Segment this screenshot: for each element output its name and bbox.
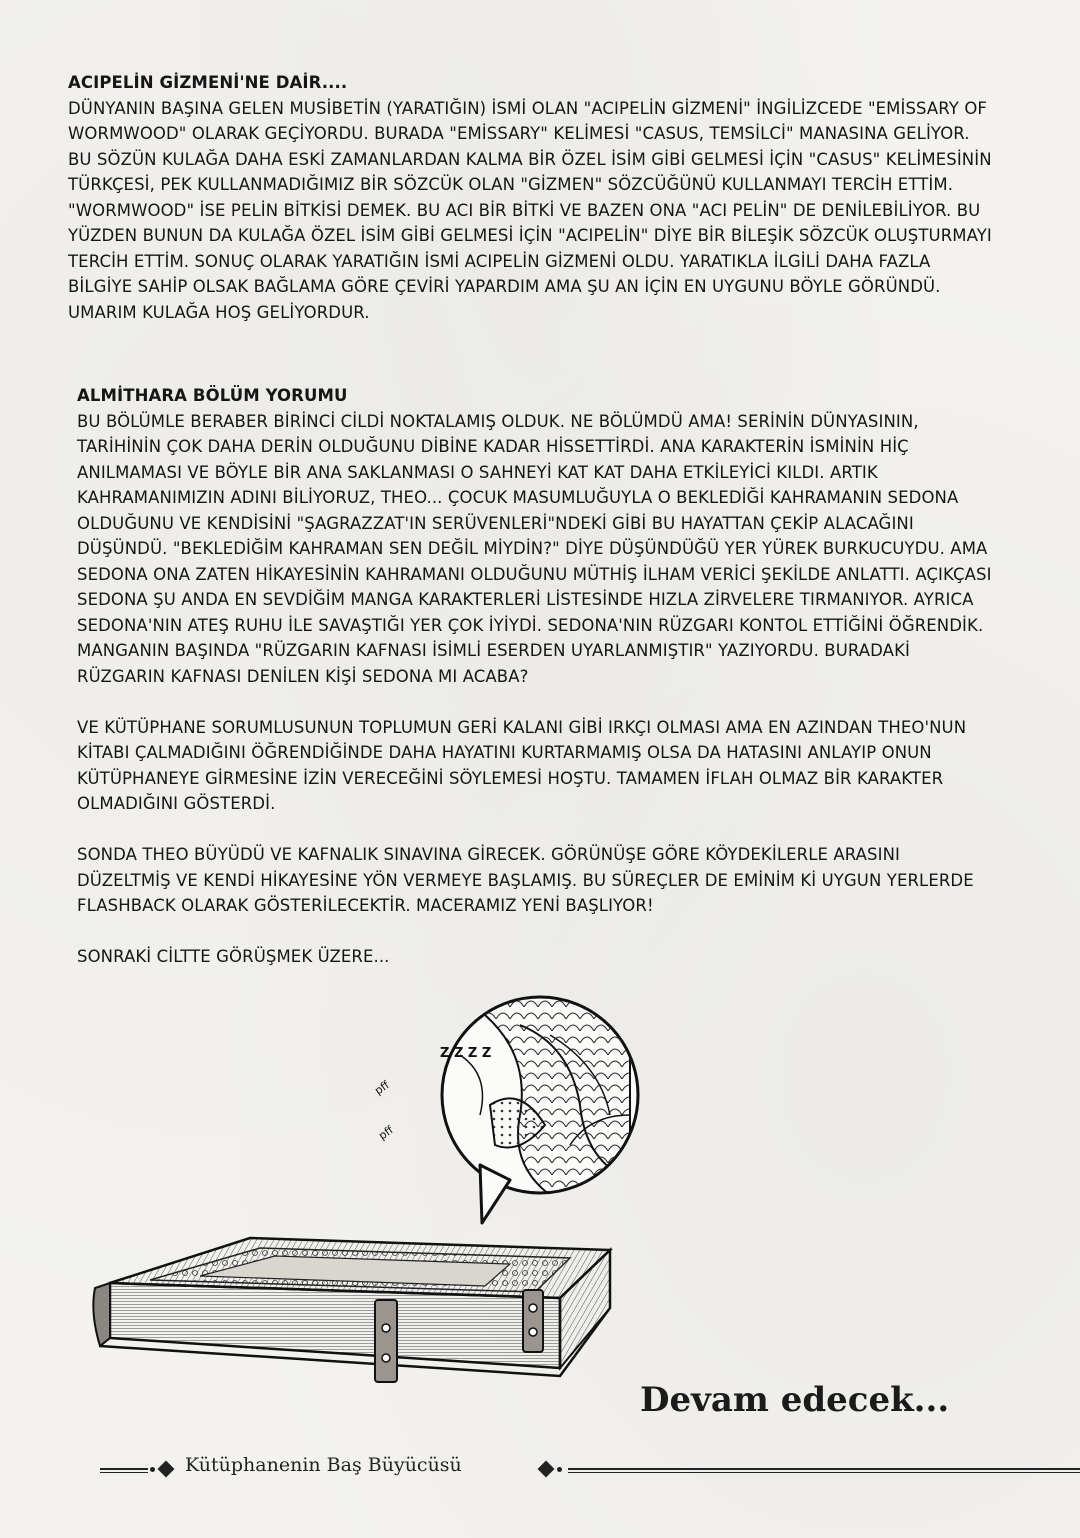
- note-paragraph: DÜNYANIN BAŞINA GELEN MUSİBETİN (YARATIĞIN) İSMİ OLAN "ACIPELİN GİZMENİ" İNGİLİZCEDE "EMİSSARY OF WORMWOOD" OLARAK GEÇİYORDU. BURADA "EMİSSARY" KELİMESİ "CASUS, TEMSİLCİ" MANASINA GELİYOR. BU SÖZÜN KULAĞA DAHA ESKİ ZAMANLARDAN KALMA BİR ÖZEL İSİM GİBİ GELMESİ İÇİN "CASUS" KELİMESİNİN TÜRKÇESİ, PEK KULLANMADIĞIMIZ BİR SÖZCÜK OLAN "GİZMEN" SÖZCÜĞÜNÜ KULLANMAYI TERCİH ETTİM. "WORMWOOD" İSE PELİN BİTKİSİ DEMEK. BU ACI BİR BİTKİ VE BAZEN ONA "ACI PELİN" DE DENİLEBİLİYOR. BU YÜZDEN BUNUN DA KULAĞA ÖZEL İSİM GİBİ GELMESİ İÇİN "ACIPELİN" DİYE BİR BİLEŞİK SÖZCÜK OLUŞTURMAYI TERCİH ETTİM. SONUÇ OLARAK YARATIĞIN İSMİ ACIPELİN GİZMENİ OLDU. YARATIKLA İLGİLİ DAHA FAZLA BİLGİYE SAHİP OLSAK BAĞLAMA GÖRE ÇEVİRİ YAPARDIM AMA ŞU AN İÇİN EN UYGUNU BÖYLE GÖRÜNDÜ. UMARIM KULAĞA HOŞ GELİYORDUR.: [68, 98, 992, 322]
- footer-rule-right-thin: [568, 1472, 1080, 1473]
- commentary-paragraph: VE KÜTÜPHANE SORUMLUSUNUN TOPLUMUN GERİ KALANI GİBİ IRKÇI OLMASI AMA EN AZINDAN THEO'NUN KİTABI ÇALMADIĞINI ÖĞRENDİĞİNDE DAHA HAYATINI KURTARMAMIŞ OLSA DA HATASINI ANLAYIP ONUN KÜTÜPHANEYE GİRMESİNE İZİN VERECEĞİNİ SÖYLEMESİ HOŞTU. TAMAMEN İFLAH OLMAZ BİR KARAKTER OLMADIĞINI GÖSTERDİ.: [77, 717, 967, 813]
- commentary-paragraph: BU BÖLÜMLE BERABER BİRİNCİ CİLDİ NOKTALAMIŞ OLDUK. NE BÖLÜMDÜ AMA! SERİNİN DÜNYASININ, TARİHİNİN ÇOK DAHA DERİN OLDUĞUNU DİBİNE KADAR HİSSETTİRDİ. ANA KARAKTERİN İSMİNİN HİÇ ANILMAMASI VE BÖYLE BİR ANA SAKLANMASI O SAHNEYİ KAT KAT DAHA ETKİLEYİCİ KILDI. ARTIK KAHRAMANIMIZIN ADINI BİLİYORUZ, THEO... ÇOCUK MASUMLUĞUYLA O BEKLEDİĞİ KAHRAMANIN SEDONA OLDUĞUNU VE KENDİSİNİ "ŞAGRAZZAT'IN SERÜVENLERİ"NDEKİ GİBİ BU HAYATTAN ÇEKİP ALACAĞINI DÜŞÜNDÜ. "BEKLEDİĞİM KAHRAMAN SEN DEĞİL MİYDİN?" DİYE DÜŞÜNDÜĞÜ YER YÜREK BURKUCUYDU. AMA SEDONA ONA ZATEN HİKAYESİNİN KAHRAMANI OLDUĞUNU MÜTHİŞ İLHAM VERİCİ ŞEKİLDE ANLATTI. AÇIKÇASI SEDONA ŞU ANDA EN SEVDİĞİM MANGA KARAKTERLERİ LİSTESİNDE HIZLA ZİRVELERE TIRMANIYOR. AYRICA SEDONA'NIN ATEŞ RUHU İLE SAVAŞTIĞI YER ÇOK İYİYDİ. SEDONA'NIN RÜZGARI KONTOL ETTİĞİNİ ÖĞRENDİK. MANGANIN BAŞINDA "RÜZGARIN KAFNASI İSİMLİ ESERDEN UYARLANMIŞTIR" YAZIYORDU. BURADAKİ RÜZGARIN KAFNASI DENİLEN KİŞİ SEDONA MI ACABA?: [77, 411, 992, 686]
- sfx-pff: pff: [372, 1078, 392, 1098]
- footer-diamond-left: [158, 1461, 175, 1478]
- commentary-paragraph: SONRAKİ CİLTTE GÖRÜŞMEK ÜZERE...: [77, 947, 390, 966]
- sfx-pff: pff: [376, 1123, 396, 1143]
- translator-note-wormwood: [68, 70, 998, 325]
- footer-dot-right: [557, 1467, 562, 1472]
- closed-book-illustration: [90, 1228, 620, 1388]
- sleeping-creature-illustration: [370, 995, 640, 1230]
- footer-dot-left: [150, 1467, 155, 1472]
- page-footer: [100, 1450, 1080, 1490]
- footer-diamond-right: [538, 1461, 555, 1478]
- chapter-commentary: [77, 383, 997, 970]
- sfx-zzz: Z Z Z Z: [440, 1046, 492, 1061]
- series-title: Kütüphanenin Baş Büyücüsü: [185, 1454, 462, 1476]
- commentary-heading: ALMİTHARA BÖLÜM YORUMU: [77, 386, 348, 405]
- footer-rule-left: [100, 1468, 148, 1470]
- to-be-continued-text: Devam edecek...: [640, 1380, 950, 1420]
- footer-rule-right: [568, 1468, 1080, 1470]
- note-heading: ACIPELİN GİZMENİ'NE DAİR....: [68, 73, 348, 92]
- commentary-paragraph: SONDA THEO BÜYÜDÜ VE KAFNALIK SINAVINA GİRECEK. GÖRÜNÜŞE GÖRE KÖYDEKİLERLE ARASINI DÜZELTMİŞ VE KENDİ HİKAYESİNE YÖN VERMEYE BAŞLAMIŞ. BU SÜREÇLER DE EMİNİM Kİ UYGUN YERLERDE FLASHBACK OLARAK GÖSTERİLECEKTİR. MACERAMIZ YENİ BAŞLIYOR!: [77, 845, 974, 915]
- footer-rule-left-thin: [100, 1472, 148, 1473]
